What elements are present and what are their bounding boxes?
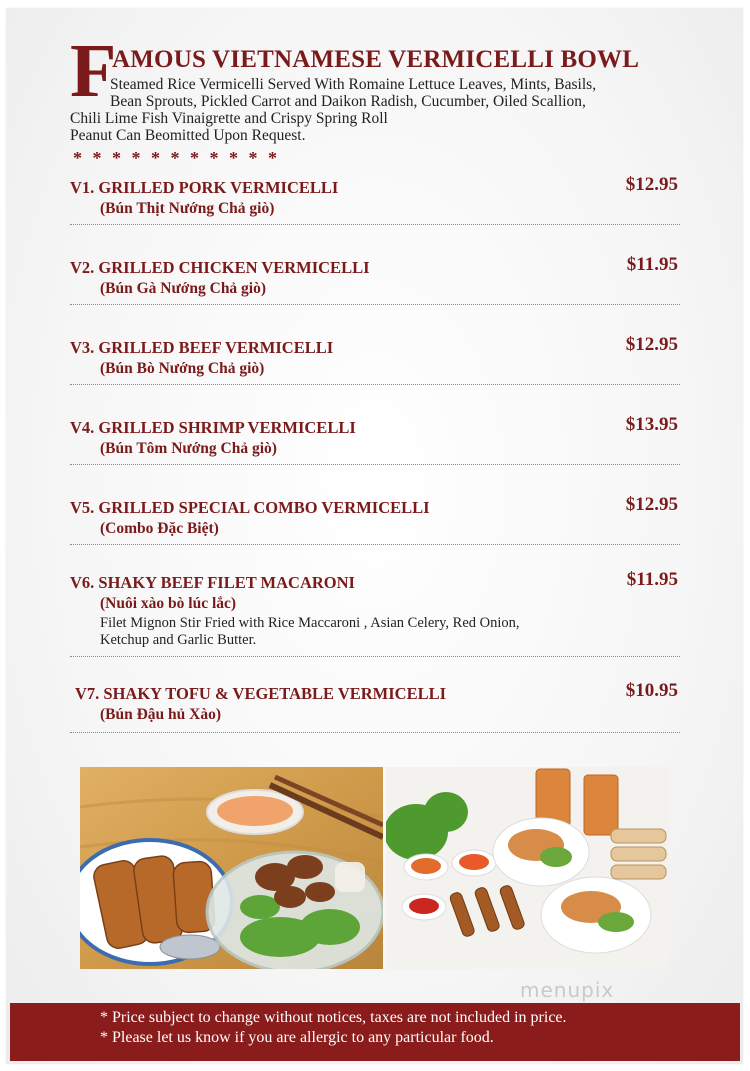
drop-cap-letter: F <box>70 29 117 113</box>
menu-item-v6 <box>70 569 680 649</box>
menu-item-v4 <box>70 414 680 458</box>
dotted-divider <box>70 656 680 657</box>
dotted-divider <box>70 224 680 225</box>
item-vietnamese-name: (Bún Gà Nướng Chả giò) <box>100 280 267 297</box>
stars-divider: * * * * * * * * * * * <box>73 148 280 168</box>
item-name: V6. SHAKY BEEF FILET MACARONI <box>70 573 355 592</box>
item-description-line: Filet Mignon Stir Fried with Rice Maccaroni , Asian Celery, Red Onion, <box>100 615 520 631</box>
item-vietnamese-name: (Bún Tôm Nướng Chả giò) <box>100 440 277 457</box>
item-description-line: Ketchup and Garlic Butter. <box>100 632 257 648</box>
menu-item-v2 <box>70 254 680 298</box>
item-vietnamese-name: (Bún Thịt Nướng Chả giò) <box>100 200 275 217</box>
item-name: V1. GRILLED PORK VERMICELLI <box>70 178 339 197</box>
footer-banner <box>10 1003 740 1061</box>
menu-item-v1 <box>70 174 680 218</box>
item-name: V2. GRILLED CHICKEN VERMICELLI <box>70 258 370 277</box>
dotted-divider <box>70 464 680 465</box>
section-title: AMOUS VIETNAMESE VERMICELLI BOWL <box>112 46 640 73</box>
item-name: V5. GRILLED SPECIAL COMBO VERMICELLI <box>70 498 430 517</box>
description-line: Steamed Rice Vermicelli Served With Romaine Lettuce Leaves, Mints, Basils, <box>110 76 597 93</box>
dotted-divider <box>70 732 680 733</box>
item-name: V4. GRILLED SHRIMP VERMICELLI <box>70 418 356 437</box>
dotted-divider <box>70 384 680 385</box>
item-price: $11.95 <box>626 254 678 275</box>
item-price: $13.95 <box>625 414 678 435</box>
description-line: Bean Sprouts, Pickled Carrot and Daikon Radish, Cucumber, Oiled Scallion, <box>110 93 586 110</box>
item-description <box>70 615 680 649</box>
item-price: $12.95 <box>625 334 678 355</box>
item-vietnamese-name: (Bún Đậu hủ Xào) <box>100 706 222 723</box>
item-name: V3. GRILLED BEEF VERMICELLI <box>70 338 334 357</box>
footer-note-allergy: * Please let us know if you are allergic to any particular food. <box>100 1029 494 1046</box>
menu-item-v3 <box>70 334 680 378</box>
footer-note-price: * Price subject to change without notices, taxes are not included in price. <box>100 1009 567 1026</box>
item-vietnamese-name: (Bún Bò Nướng Chả giò) <box>100 360 265 377</box>
item-price: $12.95 <box>625 174 678 195</box>
watermark-text: menupix <box>520 978 615 1002</box>
item-price: $11.95 <box>626 569 678 590</box>
section-description <box>70 76 690 144</box>
menu-item-v5 <box>70 494 680 538</box>
item-vietnamese-name: (Combo Đặc Biệt) <box>100 520 219 537</box>
item-vietnamese-name: (Nuôi xào bò lúc lắc) <box>100 595 237 612</box>
menu-item-v7 <box>75 680 680 724</box>
item-price: $12.95 <box>625 494 678 515</box>
food-photo-vermicelli-spread <box>386 767 669 969</box>
dotted-divider <box>70 544 680 545</box>
item-name: V7. SHAKY TOFU & VEGETABLE VERMICELLI <box>75 684 447 703</box>
description-line: Chili Lime Fish Vinaigrette and Crispy Spring Roll <box>70 110 388 127</box>
item-price: $10.95 <box>625 680 678 701</box>
description-line: Peanut Can Beomitted Upon Request. <box>70 127 306 144</box>
food-photo-vermicelli-bowl <box>80 767 383 969</box>
dotted-divider <box>70 304 680 305</box>
